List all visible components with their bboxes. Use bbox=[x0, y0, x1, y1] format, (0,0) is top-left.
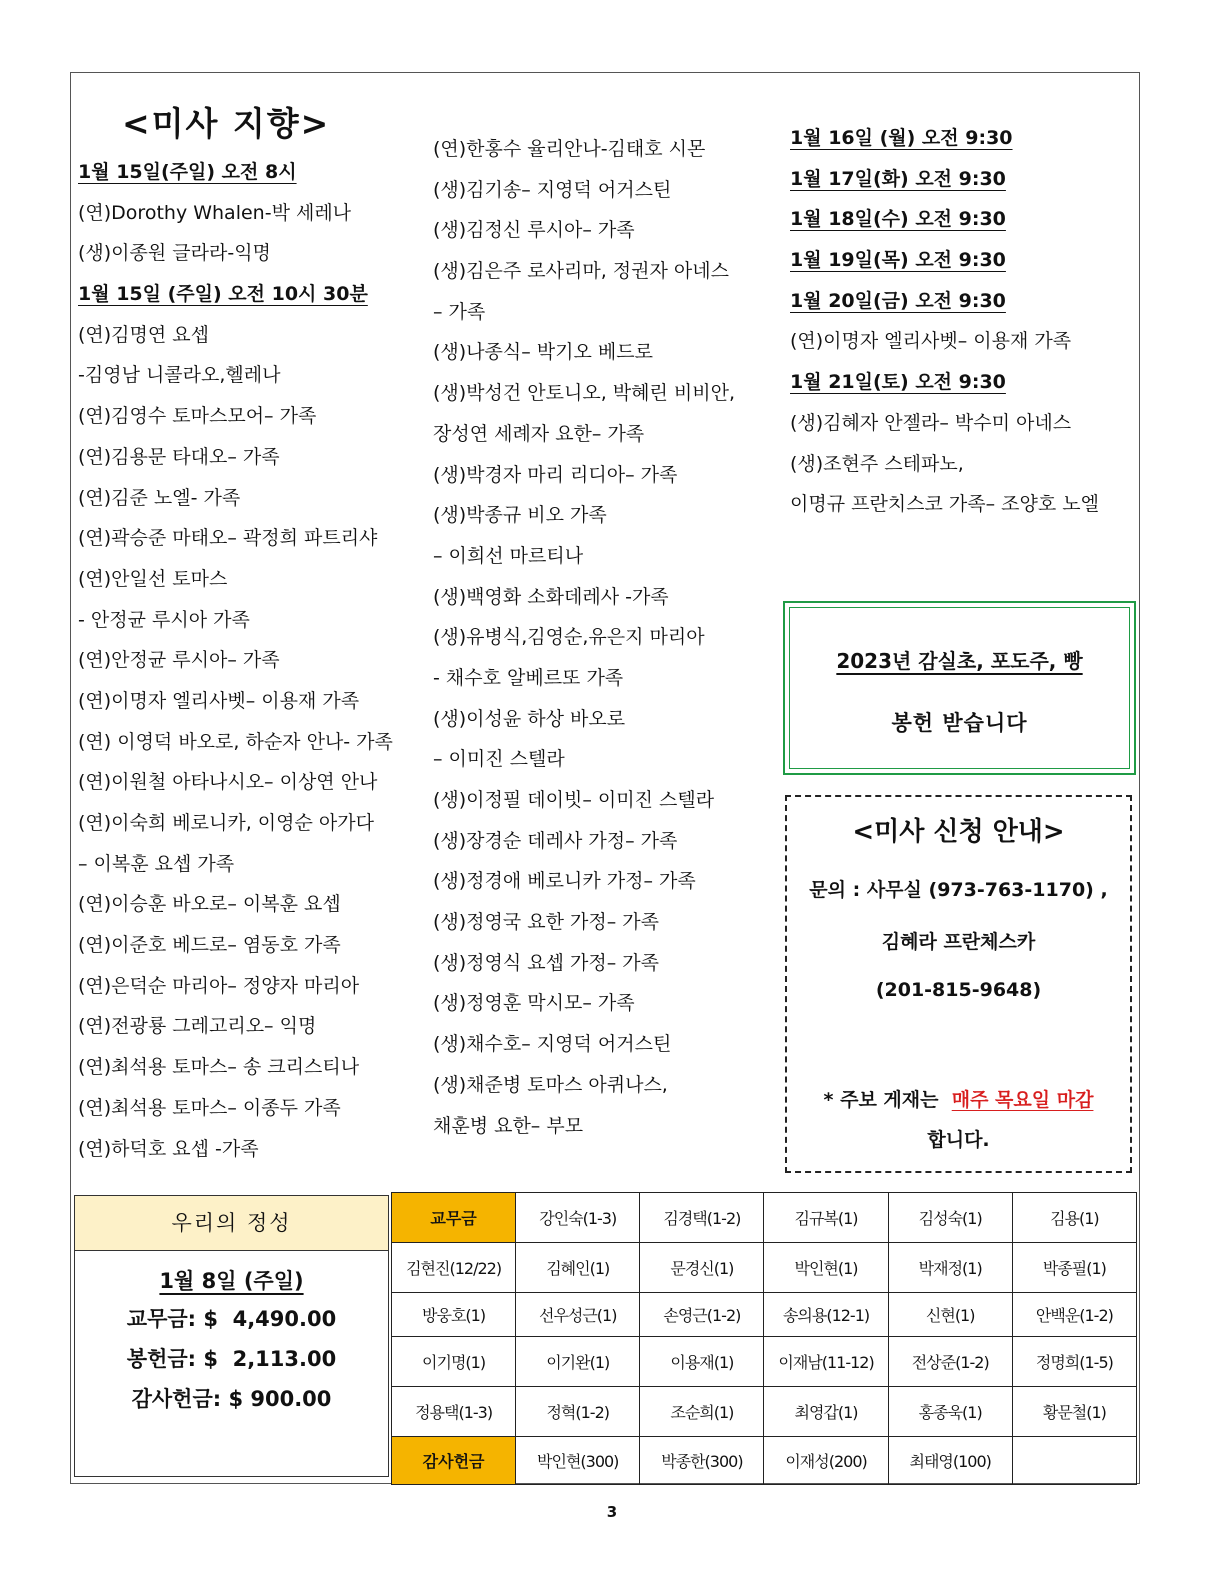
deadline-prefix: * 주보 게재는 bbox=[823, 1089, 939, 1111]
intention-entry: – 이미진 스텔라 bbox=[433, 748, 565, 771]
donor-cell: 최태영(100) bbox=[888, 1437, 1012, 1485]
intention-entry: (생)채준병 토마스 아퀴나스, bbox=[433, 1073, 668, 1096]
intention-entry: (생)정영국 요한 가정– 가족 bbox=[433, 911, 659, 934]
donor-cell: 안백운(1-2) bbox=[1012, 1293, 1136, 1337]
intention-entry: (연)김영수 토마스모어– 가족 bbox=[78, 405, 317, 428]
donor-cell: 조순희(1) bbox=[640, 1387, 764, 1437]
donor-cell: 송의용(12-1) bbox=[764, 1293, 888, 1337]
donor-row bbox=[392, 1337, 1137, 1387]
intention-entry: (생)조현주 스테파노, bbox=[790, 452, 964, 475]
notice-line-1: 2023년 감실초, 포도주, 빵 bbox=[836, 649, 1083, 673]
offering-amount-collection: 봉헌금: $ 2,113.00 bbox=[126, 1347, 337, 1371]
mass-schedule-heading: 1월 19일(목) 오전 9:30 bbox=[790, 249, 1006, 272]
intention-entry: (생)이정필 데이빗– 이미진 스텔라 bbox=[433, 789, 715, 811]
donor-cell: 손영근(1-2) bbox=[640, 1293, 764, 1337]
donor-cell: 이용재(1) bbox=[640, 1337, 764, 1387]
donor-cell: 김규복(1) bbox=[764, 1193, 888, 1243]
intention-entry: (연)이숙희 베로니카, 이영순 아가다 bbox=[78, 812, 374, 834]
intention-entry: (연)은덕순 마리아– 정양자 마리아 bbox=[78, 974, 360, 997]
intention-entry: – 가족 bbox=[433, 300, 486, 323]
intention-entry: (생)나종식– 박기오 베드로 bbox=[433, 341, 653, 364]
donor-row bbox=[392, 1293, 1137, 1337]
donor-cell: 이재성(200) bbox=[764, 1437, 888, 1485]
donor-cell: 황문철(1) bbox=[1012, 1387, 1136, 1437]
notice-line-2: 봉헌 받습니다 bbox=[891, 711, 1028, 735]
deadline-line bbox=[787, 1085, 1130, 1112]
intention-entry: (생)김기송– 지영덕 어거스틴 bbox=[433, 178, 672, 201]
donor-cell: 김용(1) bbox=[1012, 1193, 1136, 1243]
donor-cell: 방웅호(1) bbox=[392, 1293, 516, 1337]
intention-entry: (연)최석용 토마스– 송 크리스티나 bbox=[78, 1056, 360, 1079]
offerings-date: 1월 8일 (주일) bbox=[159, 1269, 304, 1293]
offerings-box bbox=[74, 1195, 389, 1477]
donor-row bbox=[392, 1243, 1137, 1293]
donor-row bbox=[392, 1437, 1137, 1485]
intention-entry: (생)백영화 소화데레사 -가족 bbox=[433, 585, 669, 608]
donor-cell: 김경택(1-2) bbox=[640, 1193, 764, 1243]
mass-schedule-heading: 1월 16일 (월) 오전 9:30 bbox=[790, 127, 1013, 149]
intention-entry: (연)안정균 루시아– 가족 bbox=[78, 649, 280, 672]
contact-name: 김혜라 프란체스카 bbox=[881, 931, 1036, 953]
intention-entry: (연)최석용 토마스– 이종두 가족 bbox=[78, 1096, 341, 1119]
donor-cell: 박종필(1) bbox=[1012, 1243, 1136, 1293]
intention-entry: (생)정영식 요셉 가정– 가족 bbox=[433, 951, 659, 974]
intention-entry: – 이복훈 요셉 가족 bbox=[78, 852, 235, 875]
mass-request-title: <미사 신청 안내> bbox=[852, 817, 1065, 847]
mass-schedule-heading: 1월 18일(수) 오전 9:30 bbox=[790, 208, 1006, 231]
offering-amount-thanksgiving: 감사헌금: $ 900.00 bbox=[131, 1387, 332, 1411]
mass-schedule-heading: 1월 20일(금) 오전 9:30 bbox=[790, 289, 1006, 312]
donor-cell: 정혁(1-2) bbox=[516, 1387, 640, 1437]
offering-amount-parish: 교무금: $ 4,490.00 bbox=[126, 1307, 337, 1331]
donor-cell: 선우성근(1) bbox=[516, 1293, 640, 1337]
intention-entry: (연)안일선 토마스 bbox=[78, 567, 228, 590]
intentions-column-1 bbox=[78, 152, 393, 1169]
deadline-suffix: 합니다. bbox=[927, 1129, 990, 1151]
intention-entry: (연)이원철 아타나시오– 이상연 안나 bbox=[78, 771, 378, 794]
intention-entry: (연)하덕호 요셉 -가족 bbox=[78, 1137, 259, 1160]
intention-entry: (연)이명자 엘리사벳– 이용재 가족 bbox=[78, 689, 360, 712]
intention-entry: (생)채수호– 지영덕 어거스틴 bbox=[433, 1033, 672, 1056]
intention-entry: (생)김정신 루시아– 가족 bbox=[433, 219, 635, 242]
intention-entry: (생)김혜자 안젤라– 박수미 아네스 bbox=[790, 411, 1072, 434]
mass-intentions-title: <미사 지향> bbox=[122, 104, 331, 143]
intention-entry: (연)한홍수 율리안나-김태호 시몬 bbox=[433, 138, 706, 160]
notice-inner-border bbox=[789, 607, 1130, 769]
donor-cell: 박종한(300) bbox=[640, 1437, 764, 1485]
mass-schedule-heading: 1월 17일(화) 오전 9:30 bbox=[790, 167, 1006, 190]
intention-entry: (생)정경애 베로니카 가정– 가족 bbox=[433, 870, 696, 893]
intention-entry: -김영남 니콜라오,헬레나 bbox=[78, 364, 281, 387]
donor-cell: 정용택(1-3) bbox=[392, 1387, 516, 1437]
intention-entry: (생)이성윤 하상 바오로 bbox=[433, 707, 626, 730]
donor-cell: 박인현(300) bbox=[516, 1437, 640, 1485]
donor-category: 감사헌금 bbox=[392, 1437, 516, 1485]
intentions-column-2 bbox=[433, 129, 735, 1146]
intention-entry: - 안정균 루시아 가족 bbox=[78, 608, 250, 631]
page-number: 3 bbox=[606, 1503, 618, 1521]
donor-cell: 김혜인(1) bbox=[516, 1243, 640, 1293]
intention-entry: (생)박종규 비오 가족 bbox=[433, 504, 607, 527]
intention-entry: (연)이승훈 바오로– 이복훈 요셉 bbox=[78, 893, 341, 916]
donor-row bbox=[392, 1387, 1137, 1437]
deadline-highlight: 매주 목요일 마감 bbox=[951, 1089, 1094, 1111]
donor-cell: 박재정(1) bbox=[888, 1243, 1012, 1293]
donor-category: 교무금 bbox=[392, 1193, 516, 1243]
intention-entry: (연)김준 노엘- 가족 bbox=[78, 486, 241, 509]
mass-schedule-heading: 1월 15일 (주일) 오전 10시 30분 bbox=[78, 283, 368, 306]
donor-cell: 최영갑(1) bbox=[764, 1387, 888, 1437]
intention-entry: (생)박성건 안토니오, 박혜린 비비안, bbox=[433, 382, 735, 405]
offerings-header: 우리의 정성 bbox=[75, 1196, 388, 1251]
donor-cell: 김현진(12/22) bbox=[392, 1243, 516, 1293]
donor-cell: 이기완(1) bbox=[516, 1337, 640, 1387]
donor-cell: 전상준(1-2) bbox=[888, 1337, 1012, 1387]
offering-notice-box bbox=[783, 601, 1136, 775]
mass-schedule-heading: 1월 15일(주일) 오전 8시 bbox=[78, 161, 297, 183]
donor-cell: 강인숙(1-3) bbox=[516, 1193, 640, 1243]
intention-entry: (생)정영훈 막시모– 가족 bbox=[433, 992, 635, 1015]
mass-schedule-heading: 1월 21일(토) 오전 9:30 bbox=[790, 371, 1006, 394]
intention-entry: (생)김은주 로사리마, 정권자 아네스 bbox=[433, 260, 729, 283]
donor-cell: 문경신(1) bbox=[640, 1243, 764, 1293]
intention-entry: (연)이명자 엘리사벳– 이용재 가족 bbox=[790, 330, 1072, 353]
intention-entry: - 채수호 알베르또 가족 bbox=[433, 666, 624, 689]
donor-cell: 이기명(1) bbox=[392, 1337, 516, 1387]
intention-entry: (생)유병식,김영순,유은지 마리아 bbox=[433, 626, 705, 649]
donors-table bbox=[391, 1192, 1137, 1485]
donor-cell bbox=[1012, 1437, 1136, 1485]
intention-entry: (연)Dorothy Whalen-박 세레나 bbox=[78, 201, 352, 224]
intention-entry: (연)김용문 타대오– 가족 bbox=[78, 445, 280, 468]
donor-cell: 홍종욱(1) bbox=[888, 1387, 1012, 1437]
intention-entry: (생)박경자 마리 리디아– 가족 bbox=[433, 463, 678, 486]
donor-cell: 정명희(1-5) bbox=[1012, 1337, 1136, 1387]
intentions-column-3 bbox=[790, 118, 1099, 525]
intention-entry: (연)김명연 요셉 bbox=[78, 323, 209, 346]
intention-entry: (연)이준호 베드로– 염동호 가족 bbox=[78, 934, 341, 957]
intention-entry: (연)전광룡 그레고리오– 익명 bbox=[78, 1015, 317, 1038]
donor-cell: 김성숙(1) bbox=[888, 1193, 1012, 1243]
intention-entry: 이명규 프란치스코 가족– 조양호 노엘 bbox=[790, 493, 1099, 516]
intention-entry: – 이희선 마르티나 bbox=[433, 544, 584, 567]
intention-entry: 채훈병 요한– 부모 bbox=[433, 1114, 584, 1137]
contact-office: 문의 : 사무실 (973-763-1170) , bbox=[809, 879, 1108, 901]
intention-entry: (연)곽승준 마태오– 곽정희 파트리샤 bbox=[78, 527, 378, 550]
donor-cell: 이재남(11-12) bbox=[764, 1337, 888, 1387]
mass-request-box bbox=[785, 795, 1132, 1173]
intention-entry: (생)장경순 데레사 가정– 가족 bbox=[433, 829, 678, 852]
donor-cell: 박인현(1) bbox=[764, 1243, 888, 1293]
contact-phone: (201-815-9648) bbox=[875, 979, 1042, 1001]
intention-entry: (생)이종원 글라라-익명 bbox=[78, 242, 271, 265]
intention-entry: (연) 이영덕 바오로, 하순자 안나- 가족 bbox=[78, 730, 393, 753]
intention-entry: 장성연 세례자 요한– 가족 bbox=[433, 422, 645, 445]
donor-row bbox=[392, 1193, 1137, 1243]
donor-cell: 신현(1) bbox=[888, 1293, 1012, 1337]
